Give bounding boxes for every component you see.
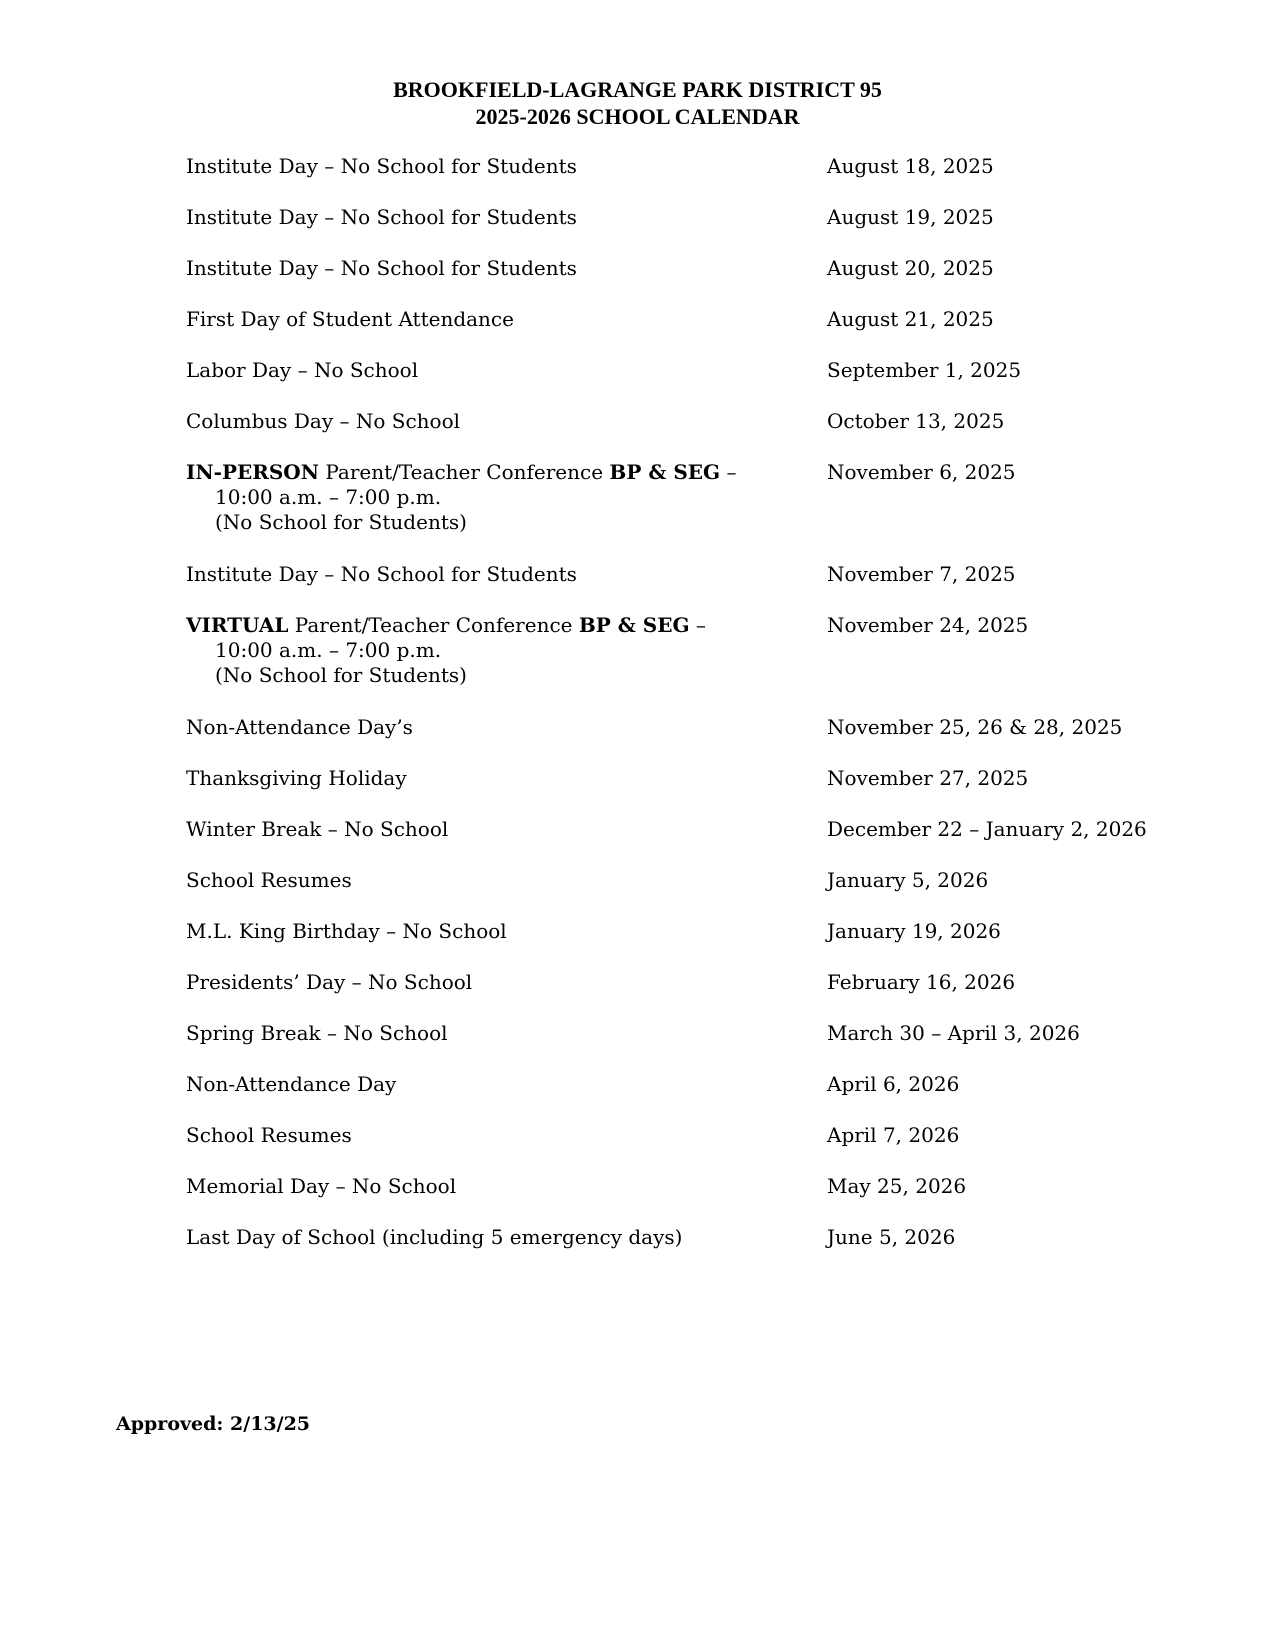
conference-schools: BP & SEG xyxy=(578,613,690,637)
event-name: Thanksgiving Holiday xyxy=(186,766,407,790)
conference-time: 10:00 a.m. – 7:00 p.m. xyxy=(215,638,442,662)
conference-note: (No School for Students) xyxy=(215,510,467,534)
event-date: August 20, 2025 xyxy=(827,256,994,280)
event-date: February 16, 2026 xyxy=(827,970,1016,994)
event-name: Labor Day – No School xyxy=(186,358,419,382)
event-date: April 6, 2026 xyxy=(827,1072,960,1096)
event-name: Presidents’ Day – No School xyxy=(186,970,473,994)
event-date: August 18, 2025 xyxy=(827,154,994,178)
event-date: August 21, 2025 xyxy=(827,307,994,331)
approval-note: Approved: 2/13/25 xyxy=(116,1413,311,1435)
conference-dash: – xyxy=(720,460,737,484)
event-name: Winter Break – No School xyxy=(186,817,449,841)
event-name: Memorial Day – No School xyxy=(186,1174,457,1198)
event-date: June 5, 2026 xyxy=(827,1225,956,1249)
event-name: Columbus Day – No School xyxy=(186,409,461,433)
conference-label: Parent/Teacher Conference xyxy=(288,613,579,637)
conference-note: (No School for Students) xyxy=(215,663,467,687)
event-date: January 19, 2026 xyxy=(827,919,1001,943)
event-name: First Day of Student Attendance xyxy=(186,307,514,331)
event-date: September 1, 2025 xyxy=(827,358,1022,382)
conference-time: 10:00 a.m. – 7:00 p.m. xyxy=(215,485,442,509)
event-date: November 24, 2025 xyxy=(827,613,1029,637)
event-name xyxy=(186,613,786,688)
event-date: October 13, 2025 xyxy=(827,409,1005,433)
event-name: Non-Attendance Day’s xyxy=(186,715,413,739)
event-date: August 19, 2025 xyxy=(827,205,994,229)
event-date: November 7, 2025 xyxy=(827,562,1016,586)
conference-mode: VIRTUAL xyxy=(186,613,289,637)
conference-schools: BP & SEG xyxy=(609,460,721,484)
event-date: May 25, 2026 xyxy=(827,1174,967,1198)
event-name: Institute Day – No School for Students xyxy=(186,154,577,178)
event-date: November 6, 2025 xyxy=(827,460,1016,484)
district-title: BROOKFIELD-LAGRANGE PARK DISTRICT 95 xyxy=(393,77,882,102)
event-date: April 7, 2026 xyxy=(827,1123,960,1147)
event-name xyxy=(186,460,786,535)
event-date: December 22 – January 2, 2026 xyxy=(827,817,1147,841)
conference-mode: IN-PERSON xyxy=(186,460,319,484)
conference-label: Parent/Teacher Conference xyxy=(319,460,610,484)
event-date: January 5, 2026 xyxy=(827,868,989,892)
calendar-title: 2025-2026 SCHOOL CALENDAR xyxy=(475,104,800,129)
event-name: Last Day of School (including 5 emergency days) xyxy=(186,1225,683,1249)
event-name: Non-Attendance Day xyxy=(186,1072,397,1096)
event-date: March 30 – April 3, 2026 xyxy=(827,1021,1080,1045)
event-name: Spring Break – No School xyxy=(186,1021,448,1045)
event-date: November 25, 26 & 28, 2025 xyxy=(827,715,1123,739)
event-name: Institute Day – No School for Students xyxy=(186,205,577,229)
event-name: School Resumes xyxy=(186,868,352,892)
conference-dash: – xyxy=(689,613,706,637)
event-name: M.L. King Birthday – No School xyxy=(186,919,507,943)
event-name: Institute Day – No School for Students xyxy=(186,562,577,586)
event-name: Institute Day – No School for Students xyxy=(186,256,577,280)
event-name: School Resumes xyxy=(186,1123,352,1147)
event-date: November 27, 2025 xyxy=(827,766,1029,790)
